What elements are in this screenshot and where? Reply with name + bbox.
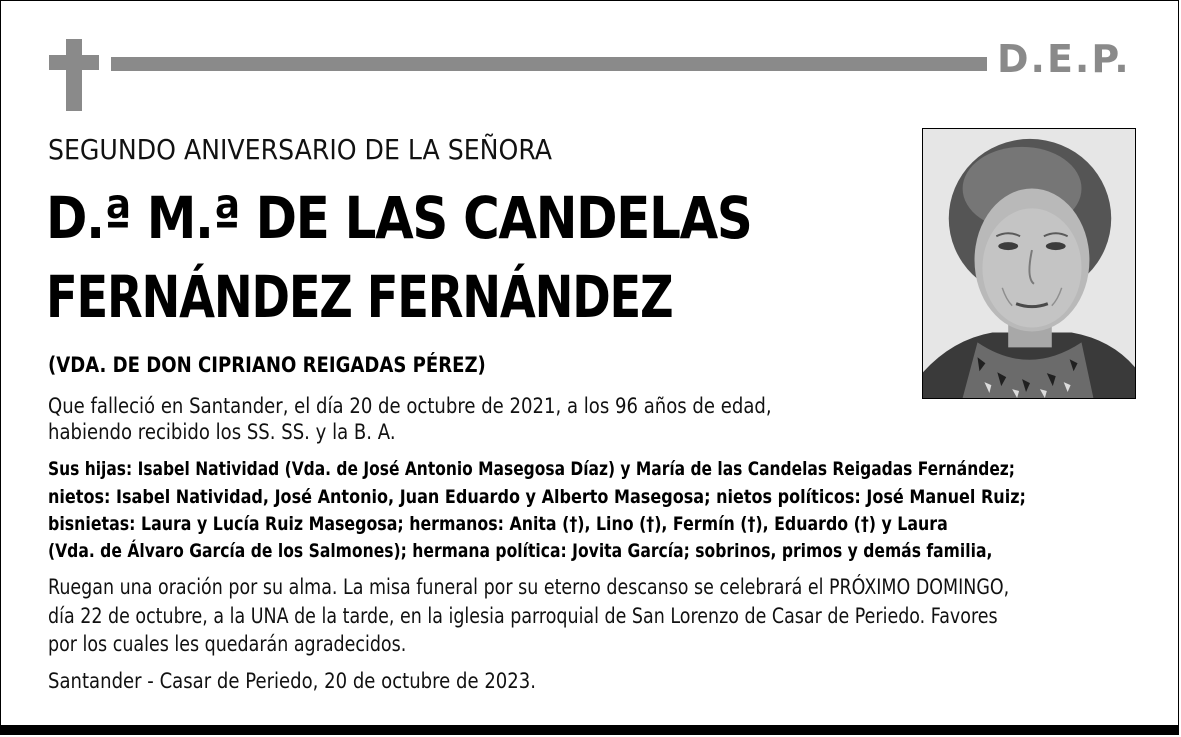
closing-place-date: Santander - Casar de Periedo, 20 de octubre de 2023. [48, 669, 537, 693]
portrait-photo [922, 128, 1136, 399]
anniversary-subtitle: SEGUNDO ANIVERSARIO DE LA SEÑORA [48, 133, 552, 166]
prayer-line-2: día 22 de octubre, a la UNA de la tarde, en la iglesia parroquial de San Lorenzo de Casar de Periedo. Favores [48, 604, 998, 628]
death-notice-line-1: Que falleció en Santander, el día 20 de octubre de 2021, a los 96 años de edad, [48, 394, 772, 418]
cross-icon [49, 39, 99, 111]
family-line-4: (Vda. de Álvaro García de los Salmones); hermana política: Jovita García; sobrinos, primos y demás familia, [48, 540, 993, 562]
family-line-1: Sus hijas: Isabel Natividad (Vda. de José Antonio Masegosa Díaz) y María de las Candelas Reigadas Fernández; [48, 458, 1016, 480]
prayer-line-3: por los cuales les quedarán agradecidos. [48, 632, 407, 656]
deceased-name-line-2: FERNÁNDEZ FERNÁNDEZ [46, 263, 673, 331]
death-notice-line-2: habiendo recibido los SS. SS. y la B. A. [48, 420, 396, 444]
widow-of-line: (VDA. DE DON CIPRIANO REIGADAS PÉREZ) [48, 353, 486, 377]
dep-label: D.E.P. [997, 37, 1131, 81]
bottom-rule [1, 725, 1178, 734]
family-line-2: nietos: Isabel Natividad, José Antonio, Juan Eduardo y Alberto Masegosa; nietos políticos: José Manuel Ruiz; [48, 486, 1026, 508]
prayer-line-1: Ruegan una oración por su alma. La misa funeral por su eterno descanso se celebrará el PRÓXIMO DOMINGO, [48, 575, 1010, 599]
family-line-3: bisnietas: Laura y Lucía Ruiz Masegosa; hermanos: Anita (†), Lino (†), Fermín (†), Eduardo (†) y Laura [48, 513, 948, 535]
deceased-name-line-1: D.ª M.ª DE LAS CANDELAS [46, 184, 752, 252]
header-rule [111, 57, 987, 71]
